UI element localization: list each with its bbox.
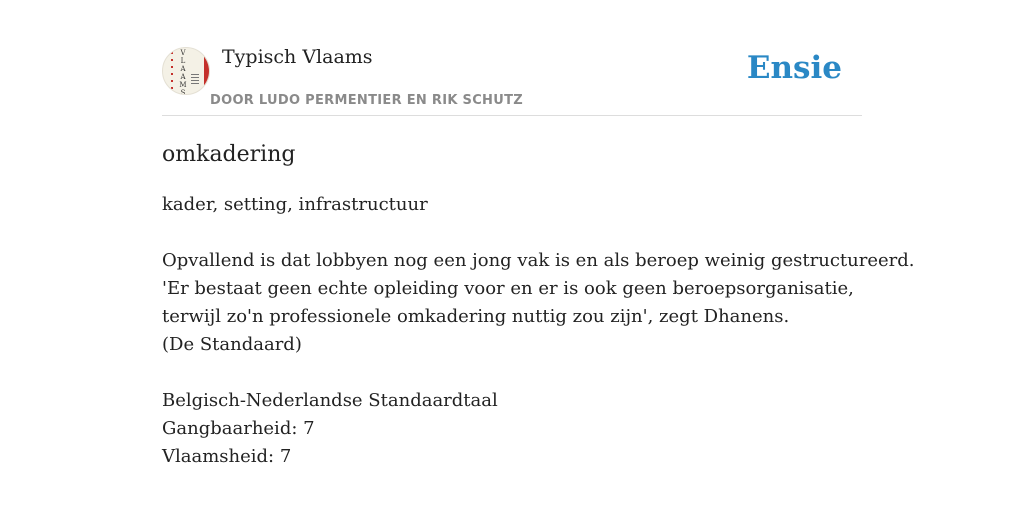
cover-red-stripe [204, 54, 209, 90]
entry-word: omkadering [162, 142, 296, 167]
cover-decoration [171, 52, 173, 92]
example-line: terwijl zo'n professionele omkadering nuttig zou zijn', zegt Dhanens. [162, 306, 790, 327]
entry-card [162, 40, 915, 471]
entry-body [162, 191, 915, 471]
example-line: 'Er bestaat geen echte opleiding voor en er is ook geen beroepsorganisatie, [162, 278, 854, 299]
example-source: (De Standaard) [162, 334, 302, 355]
book-cover-avatar[interactable] [162, 47, 210, 95]
vlaamsheid-score: Vlaamsheid: 7 [162, 446, 292, 467]
cover-text-lines [191, 74, 199, 84]
language-variant: Belgisch-Nederlandse Standaardtaal [162, 390, 498, 411]
entry-header [162, 40, 862, 116]
author-byline: DOOR LUDO PERMENTIER EN RIK SCHUTZ [210, 93, 523, 108]
gangbaarheid-score: Gangbaarheid: 7 [162, 418, 315, 439]
cover-lettering: V L A A M S [179, 49, 187, 95]
dictionary-title-link[interactable]: Typisch Vlaams [222, 46, 373, 68]
ensie-logo-link[interactable]: Ensie [746, 50, 842, 86]
definition-text: kader, setting, infrastructuur [162, 194, 428, 215]
spacer [162, 359, 862, 387]
example-line: Opvallend is dat lobbyen nog een jong vak is en als beroep weinig gestructureerd. [162, 250, 915, 271]
spacer [162, 219, 862, 247]
